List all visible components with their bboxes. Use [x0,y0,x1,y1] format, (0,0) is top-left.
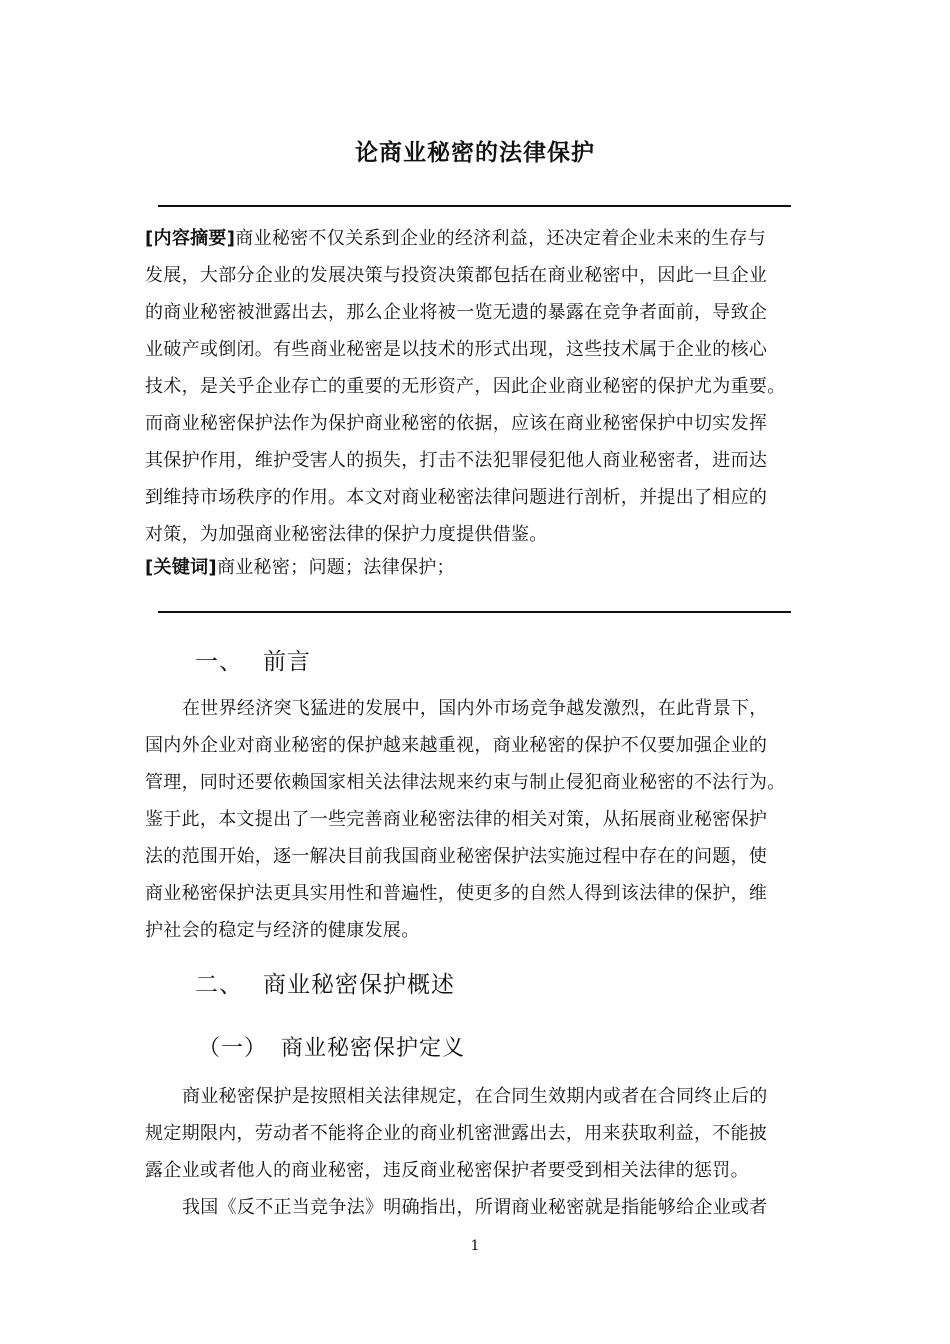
paragraph-line: 法的范围开始，逐一解决目前我国商业秘密保护法实施过程中存在的问题，使 [145,846,768,867]
paragraph-line: 商业秘密保护是按照相关法律规定，在合同生效期内或者在合同终止后的 [182,1086,768,1107]
page-number: 1 [470,1238,480,1254]
keywords-line [145,553,805,583]
subsection-paragraph [145,1078,805,1226]
section1-number: 一、 [195,649,243,675]
paragraph-line: 护社会的稳定与经济的健康发展。 [145,920,420,941]
abstract-line: 而商业秘密保护法作为保护商业秘密的依据，应该在商业秘密保护中切实发挥 [145,413,768,434]
section1-heading [195,643,311,676]
section2-title: 商业秘密保护概述 [263,972,455,998]
subsection-title: 商业秘密保护定义 [281,1036,466,1061]
abstract-label: [内容摘要] [145,228,236,249]
abstract-line: 到维持市场秩序的作用。本文对商业秘密法律问题进行剖析，并提出了相应的 [145,487,768,508]
paragraph-line: 在世界经济突飞猛进的发展中，国内外市场竞争越发激烈，在此背景下， [182,698,768,719]
abstract-line: 技术，是关乎企业存亡的重要的无形资产，因此企业商业秘密的保护尤为重要。 [145,376,786,397]
paragraph-line: 规定期限内，劳动者不能将企业的商业机密泄露出去，用来获取利益，不能披 [145,1123,768,1144]
abstract-line: 发展，大部分企业的发展决策与投资决策都包括在商业秘密中，因此一旦企业 [145,265,768,286]
paragraph-line: 露企业或者他人的商业秘密，违反商业秘密保护者要受到相关法律的惩罚。 [145,1160,749,1181]
subsection-heading [198,1031,465,1062]
document-title: 论商业秘密的法律保护 [355,140,595,166]
keywords-label: [关键词] [145,557,217,578]
section2-heading [195,966,455,999]
paragraph-line: 我国《反不正当竞争法》明确指出，所谓商业秘密就是指能够给企业或者 [182,1197,768,1218]
abstract-line: 业破产或倒闭。有些商业秘密是以技术的形式出现，这些技术属于企业的核心 [145,339,768,360]
bottom-divider [158,611,791,613]
abstract-line: 的商业秘密被泄露出去，那么企业将被一览无遗的暴露在竞争者面前，导致企 [145,302,768,323]
keywords-text: 商业秘密；问题；法律保护； [216,557,455,578]
abstract-line [145,220,805,257]
paragraph-line: 国内外企业对商业秘密的保护越来越重视，商业秘密的保护不仅要加强企业的 [145,735,768,756]
abstract-line: 对策，为加强商业秘密法律的保护力度提供借鉴。 [145,524,548,545]
paragraph-line: 管理，同时还要依赖国家相关法律法规来约束与制止侵犯商业秘密的不法行为。 [145,772,786,793]
top-divider [158,205,791,207]
section2-number: 二、 [195,972,243,998]
paragraph-line: 商业秘密保护法更具实用性和普遍性，使更多的自然人得到该法律的保护，维 [145,883,768,904]
abstract-block [145,220,805,583]
abstract-line: 其保护作用，维护受害人的损失，打击不法犯罪侵犯他人商业秘密者，进而达 [145,450,768,471]
section1-title: 前言 [263,649,311,675]
section1-paragraph [145,690,805,949]
abstract-text: 商业秘密不仅关系到企业的经济利益，还决定着企业未来的生存与 [235,228,766,249]
subsection-number: （一） [198,1036,268,1061]
paragraph-line: 鉴于此，本文提出了一些完善商业秘密法律的相关对策，从拓展商业秘密保护 [145,809,768,830]
